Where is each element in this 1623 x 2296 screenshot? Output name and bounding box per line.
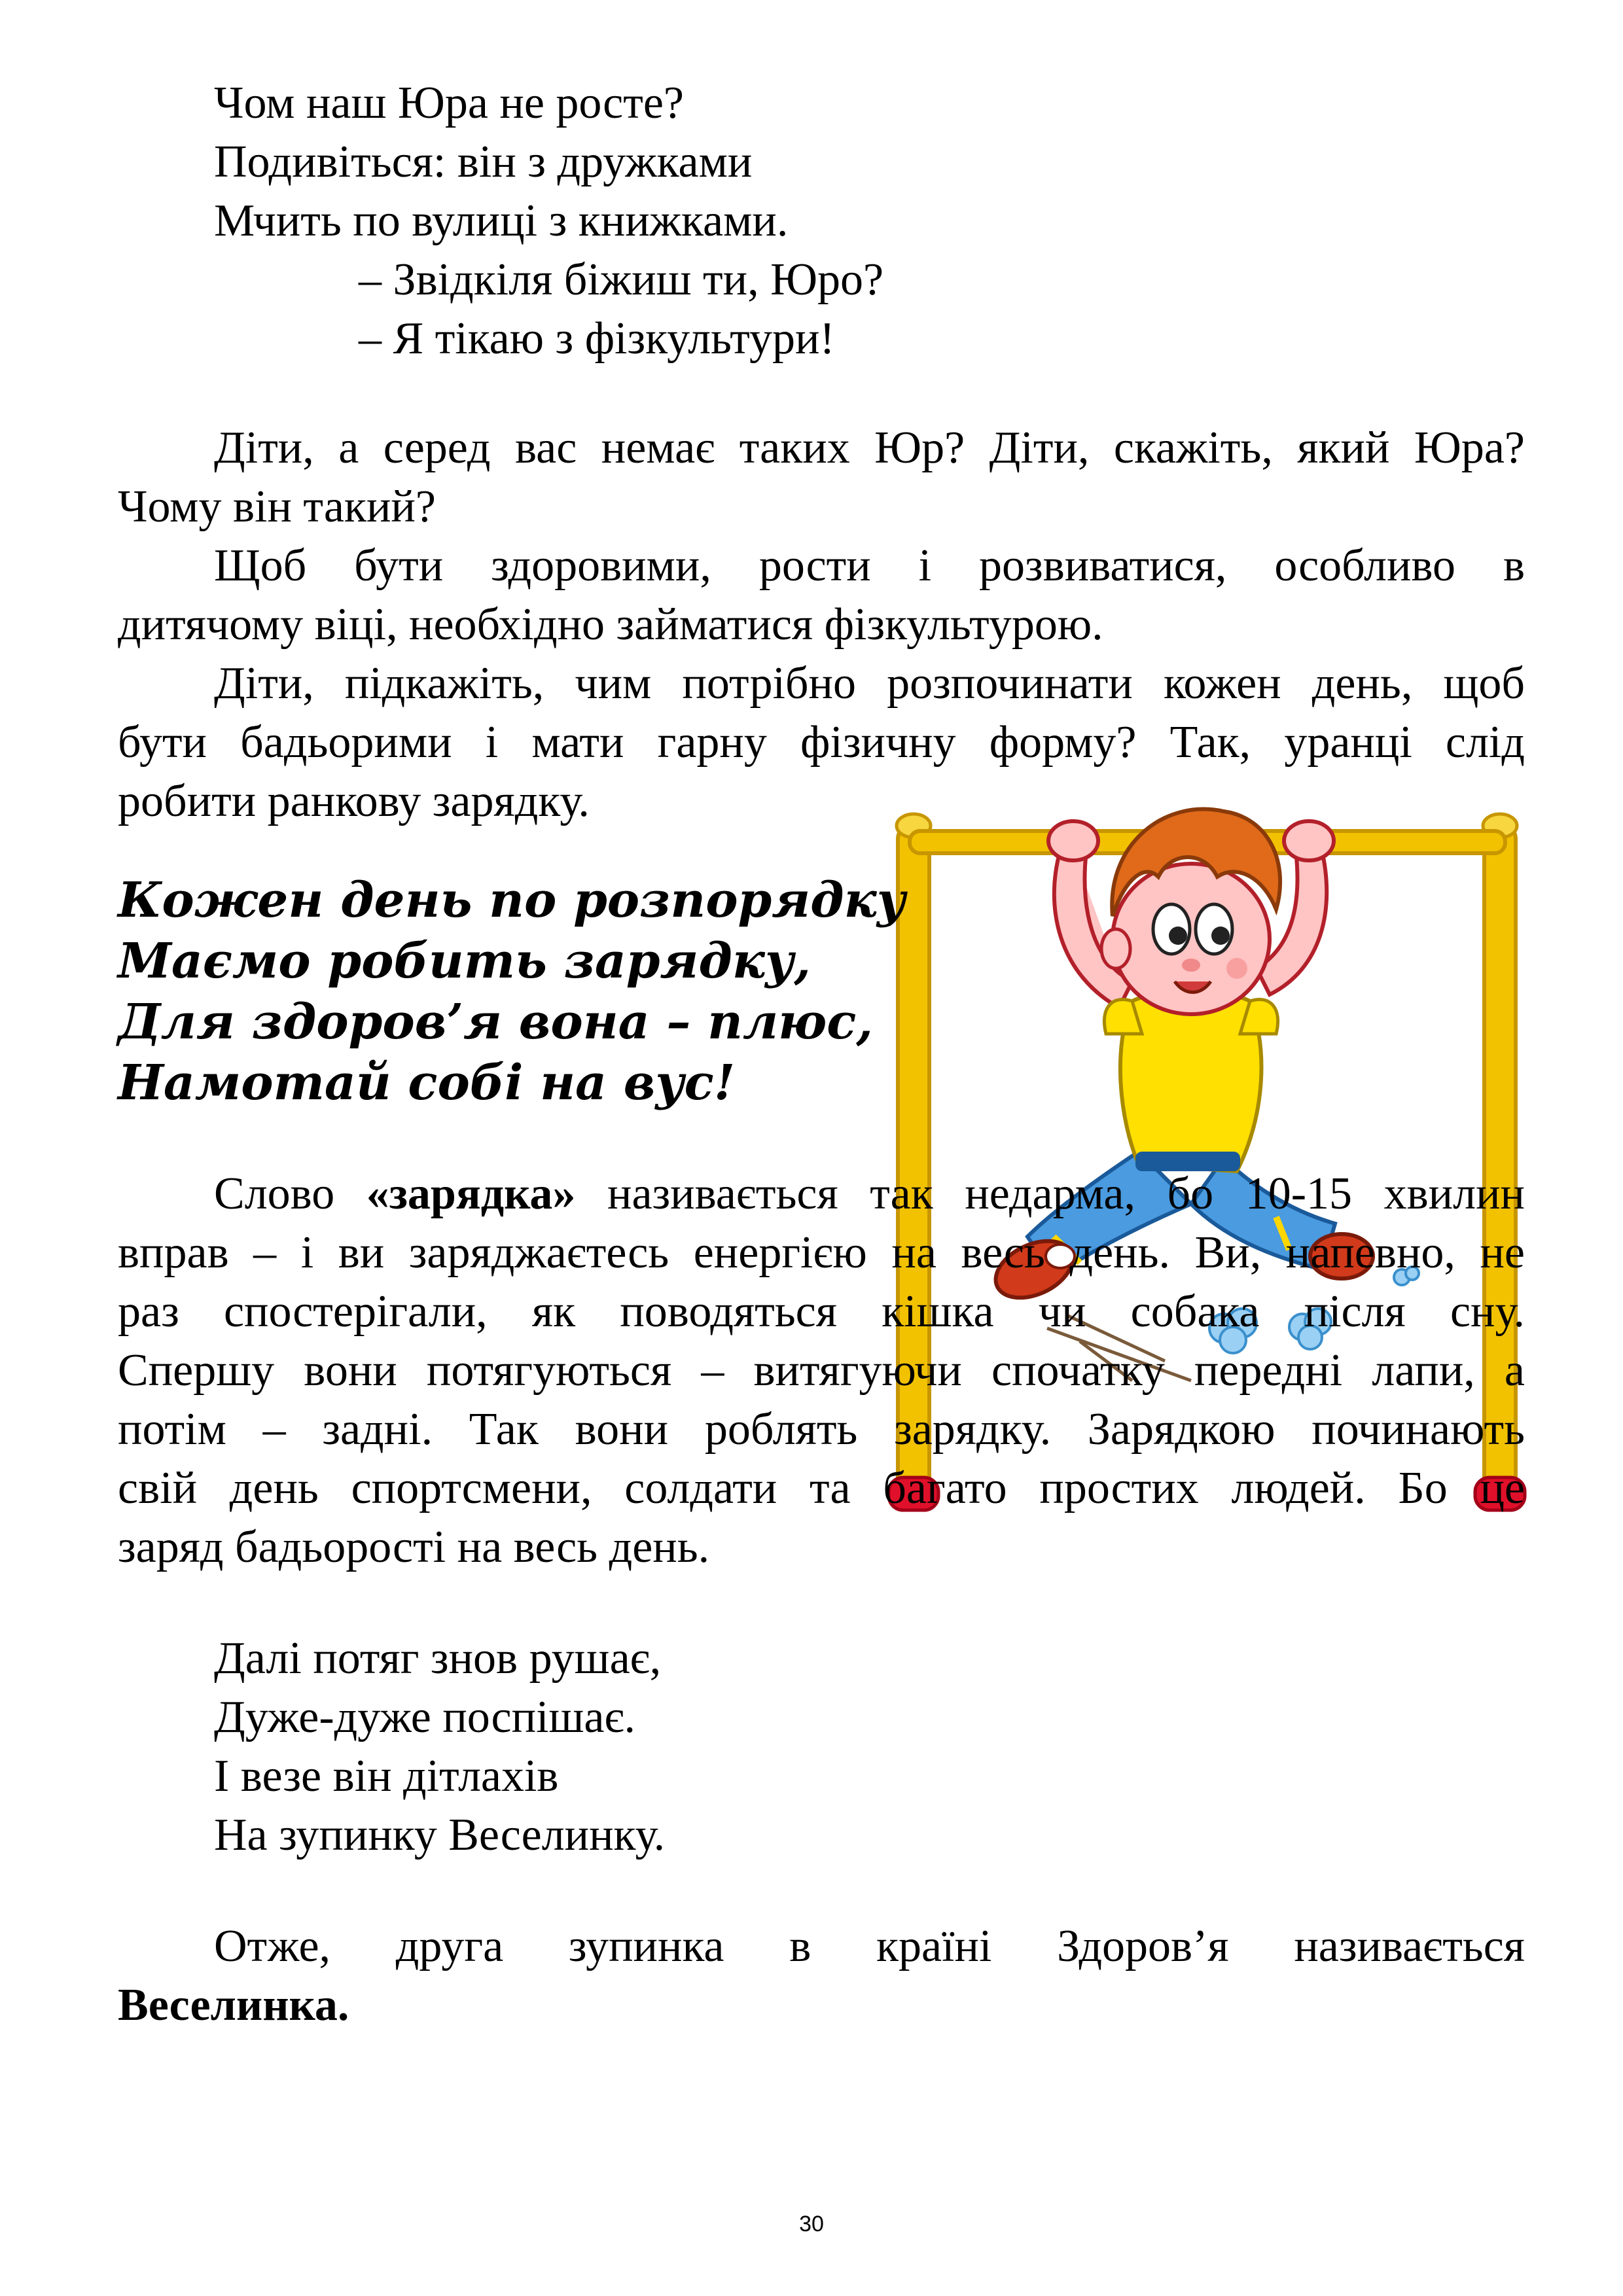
para4-line3	[118, 1282, 1525, 1341]
para4-line4	[118, 1341, 1525, 1400]
poem3-line1: Далі потяг знов рушає,	[214, 1633, 662, 1684]
para5-line2	[118, 1976, 349, 2035]
para2-text1: Щоб бути здоровими, рости і розвиватися, особливо в	[214, 540, 1525, 591]
poem2-line3: Для здоров’я вона – плюс,	[118, 994, 874, 1050]
para3-line3: робити ранкову зарядку.	[118, 776, 590, 826]
poem2-line4: Намотай собі на вус!	[118, 1055, 736, 1111]
para5-text1: Отже, друга зупинка в країні Здоров’я називається	[214, 1921, 1525, 1971]
para3-text2: бути бадьорими і мати гарну фізичну форму? Так, уранці слід	[118, 717, 1525, 768]
para1-line1	[118, 419, 1525, 478]
para4-line6	[118, 1459, 1525, 1518]
poem1-dialog2: – Я тікаю з фізкультури!	[359, 313, 835, 364]
para4-suffix: називається так недарма, бо 10-15 хвилин	[575, 1169, 1525, 1219]
para4-text3: раз спостерігали, як поводяться кішка чи собака після сну.	[118, 1286, 1525, 1337]
para4-bold-word: «зарядка»	[366, 1169, 576, 1219]
poem1-line3: Мчить по вулиці з книжками.	[214, 196, 789, 246]
para2-line2: дитячому віці, необхідно займатися фізкультурою.	[118, 599, 1103, 650]
para4-text2: вправ – і ви заряджаєтесь енергією на весь день. Ви, напевно, не	[118, 1227, 1525, 1278]
para3-line1	[118, 654, 1525, 713]
poem2-line1: Кожен день по розпорядку	[118, 872, 906, 928]
poem1-line1: Чом наш Юра не росте?	[214, 78, 684, 128]
poem3-line3: І везе він дітлахів	[214, 1751, 559, 1801]
para5-line1	[118, 1917, 1525, 1976]
para1-line2: Чому він такий?	[118, 482, 436, 532]
para4-prefix: Слово	[214, 1169, 366, 1219]
para1-text1: Діти, а серед вас немає таких Юр? Діти, скажіть, який Юра?	[214, 423, 1525, 473]
para2-line1	[118, 537, 1525, 595]
para4-line1	[118, 1165, 1525, 1224]
para3-text1: Діти, підкажіть, чим потрібно розпочинати кожен день, щоб	[214, 658, 1525, 709]
poem2-line2: Маємо робить зарядку,	[118, 933, 811, 989]
poem3-line2: Дуже-дуже поспішає.	[214, 1692, 636, 1742]
para4-text4: Спершу вони потягуються – витягуючи спочатку передні лапи, а	[118, 1345, 1525, 1396]
station-name: Веселинка.	[118, 1980, 349, 2030]
poem1-line2: Подивіться: він з дружками	[214, 137, 753, 187]
page-number: 30	[799, 2212, 824, 2236]
poem1-dialog1: – Звідкіля біжиш ти, Юро?	[359, 255, 884, 305]
para4-line1-text	[214, 1165, 1525, 1224]
para4-line5	[118, 1400, 1525, 1459]
para4-line7: заряд бадьорості на весь день.	[118, 1522, 710, 1572]
para4-line2	[118, 1224, 1525, 1282]
poem3-line4: На зупинку Веселинку.	[214, 1810, 666, 1860]
para4-text5: потім – задні. Так вони роблять зарядку. Зарядкою починають	[118, 1404, 1525, 1455]
para4-text6: свій день спортсмени, солдати та багато простих людей. Бо це	[118, 1463, 1525, 1513]
